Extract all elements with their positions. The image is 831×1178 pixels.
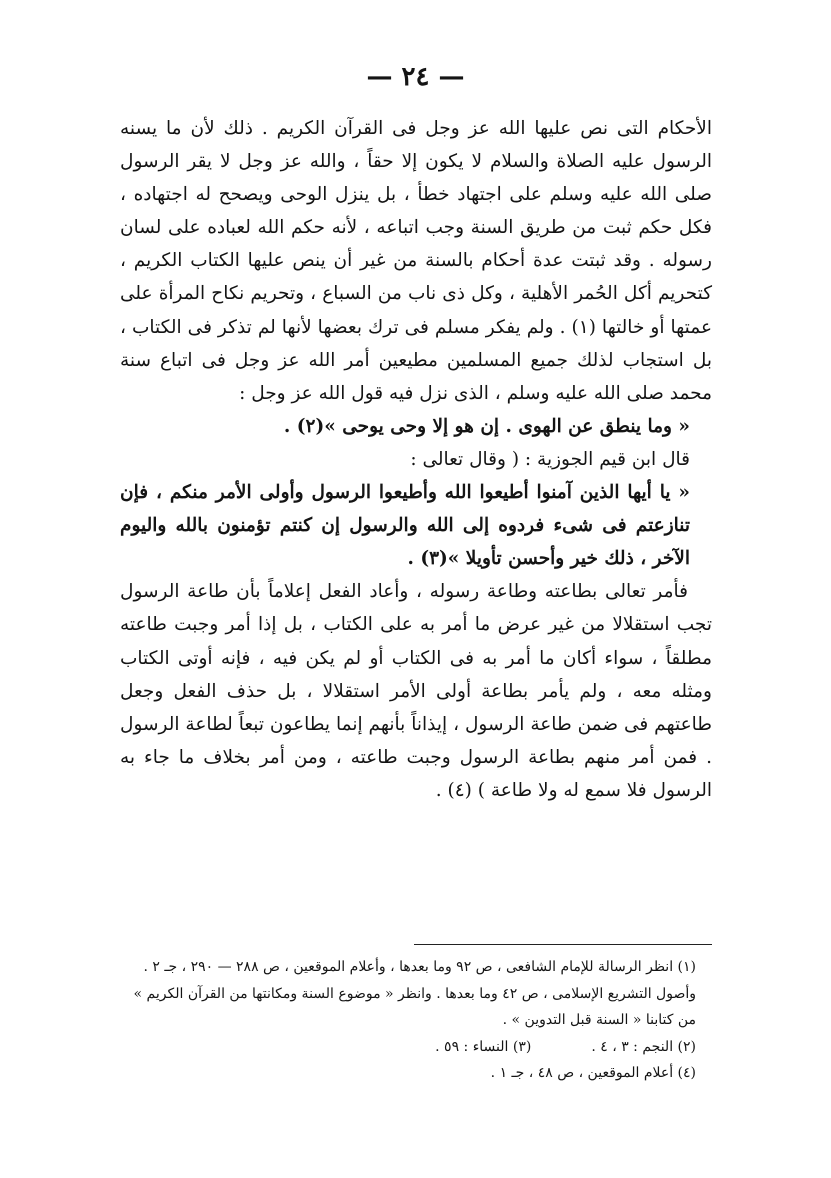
footnote-1: (١) انظر الرسالة للإمام الشافعى ، ص ٩٢ وما بعدها ، وأعلام الموقعين ، ص ٢٨٨ — ٢٩٠ ، جـ ٢ . وأصول التشريع الإسلامى ، ص ٤٢ وما بعدها . وانظر « موضوع السنة ومكانتها من القرآن الكريم » من كتابنا « السنة قبل التدوين » . <box>133 959 696 1028</box>
footnote-2: (٢) النجم : ٣ ، ٤ . <box>591 1038 696 1055</box>
footnote-4: (٤) أعلام الموقعين ، ص ٤٨ ، جـ ١ . <box>490 1065 696 1081</box>
quran-quote-2: « يا أيها الذين آمنوا أطيعوا الله وأطيعوا الرسول وأولى الأمر منكم ، فإن تنازعتم فى شىء فردوه إلى الله والرسول إن كنتم تؤمنون بالله واليوم الآخر ، ذلك خير وأحسن تأويلا »(٣) . <box>120 482 690 570</box>
page-number: — ٢٤ — <box>366 62 465 92</box>
paragraph-1: الأحكام التى نص عليها الله عز وجل فى القرآن الكريم . ذلك لأن ما يسنه الرسول عليه الصلاة والسلام لا يكون إلا حقاً ، والله عز وجل لا يقر الرسول صلى الله عليه وسلم على اجتهاد خطأ ، بل ينزل الوحى ويصحح له اجتهاده ، فكل حكم ثبت من طريق السنة وجب اتباعه ، لأنه حكم الله لعباده على لسان رسوله . وقد ثبتت عدة أحكام بالسنة من غير أن ينص عليها الكتاب الكريم ، كتحريم أكل الحُمر الأهلية ، وكل ذى ناب من السباع ، وتحريم نكاح المرأة على عمتها أو خالتها (١) . ولم يفكر مسلم فى ترك بعضها لأنها لم تذكر فى الكتاب ، بل استجاب لذلك جميع المسلمين مطيعين أمر الله عز وجل فى اتباع سنة محمد صلى الله عليه وسلم ، الذى نزل فيه قول الله عز وجل : <box>120 118 712 404</box>
paragraph-2: فأمر تعالى بطاعته وطاعة رسوله ، وأعاد الفعل إعلاماً بأن طاعة الرسول تجب استقلالا من غير عرض ما أمر به على الكتاب ، بل إذا أمر وجبت طاعته مطلقاً ، سواء أكان ما أمر به فى الكتاب أو لم يكن فيه ، فإنه أوتى الكتاب ومثله معه ، ولم يأمر بطاعة أولى الأمر استقلالا ، بل حذف الفعل وجعل طاعتهم فى ضمن طاعة الرسول ، إيذاناً بأنهم إنما يطاعون تبعاً لطاعة الرسول . فمن أمر منهم بطاعة الرسول وجبت طاعته ، ومن أمر بخلاف ما جاء به الرسول فلا سمع له ولا طاعة ) (٤) . <box>120 581 712 801</box>
main-text <box>120 112 712 807</box>
footnote-3: (٣) النساء : ٥٩ . <box>435 1038 532 1055</box>
footnote-divider <box>414 944 712 945</box>
quran-quote-1: « وما ينطق عن الهوى . إن هو إلا وحى يوحى »(٢) . <box>283 415 690 437</box>
quote-intro: قال ابن قيم الجوزية : ( وقال تعالى : <box>410 448 690 470</box>
footnote-row <box>120 1034 712 1061</box>
footnotes <box>120 954 712 1087</box>
